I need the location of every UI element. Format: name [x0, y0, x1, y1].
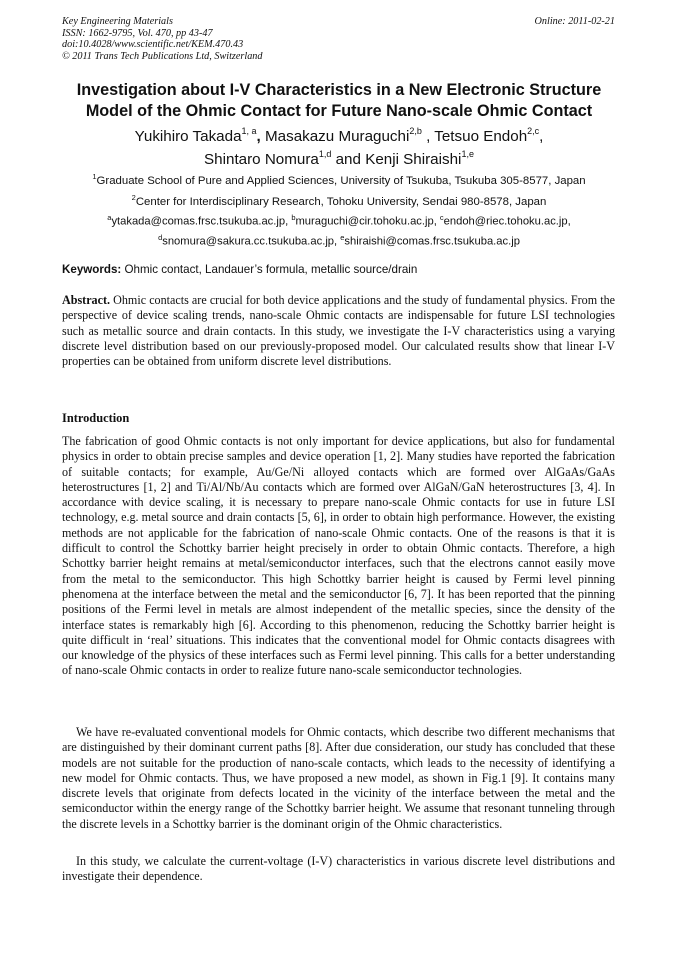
author-name: Masakazu Muraguchi	[265, 128, 410, 146]
email-line-2	[40, 230, 638, 250]
author-line-1: Yukihiro Takada$^{1, a}$, Masakazu Muraguchi$^{2,b}$ , Tetsuo Endoh$^{2,c}$,	[134, 126, 544, 146]
author-affil-sup: 1,d	[318, 149, 332, 160]
email-sup: c	[439, 213, 444, 222]
email-d[interactable]: snomura@sakura.cc.tsukuba.ac.jp,	[162, 235, 338, 248]
page-header	[62, 16, 615, 62]
email-line-1	[40, 210, 638, 230]
affil-sup: 1	[92, 172, 97, 181]
email-b[interactable]: muraguchi@cir.tohoku.ac.jp,	[295, 215, 437, 228]
email-list	[40, 210, 638, 249]
doi-line: doi:10.4028/www.scientific.net/KEM.470.43	[62, 39, 244, 51]
author-affil-sup: 1, a	[241, 126, 257, 136]
affiliation-2	[40, 190, 638, 210]
author-affil-sup: 2,c	[527, 126, 540, 136]
journal-name: Key Engineering Materials	[62, 16, 173, 27]
author-name: Kenji Shiraishi	[365, 151, 462, 169]
author-name: Tetsuo Endoh	[434, 128, 528, 146]
affil-sup: 2	[131, 193, 136, 202]
author-name: Yukihiro Takada	[134, 128, 242, 146]
email-sup: e	[340, 232, 345, 242]
abstract-label: Abstract.	[62, 293, 111, 307]
email-sup: a	[107, 213, 112, 222]
online-date: Online: 2011-02-21	[534, 16, 615, 27]
copyright-line: © 2011 Trans Tech Publications Ltd, Switzerland	[62, 50, 263, 62]
issn-line: ISSN: 1662-9795, Vol. 470, pp 43-47	[62, 27, 213, 39]
keywords-label: Keywords:	[62, 263, 122, 276]
abstract	[62, 293, 615, 369]
author-line-2	[40, 146, 638, 169]
paper-title	[40, 80, 638, 122]
author-affil-sup: 2,b	[409, 126, 422, 136]
email-c[interactable]: endoh@riec.tohoku.ac.jp,	[443, 215, 571, 228]
and-word: and	[335, 151, 361, 169]
author-affil-sup: 1,e	[461, 149, 474, 160]
intro-paragraph-3: In this study, we calculate the current-voltage (I-V) characteristics in various discrete level distributions and investigate their dependence.	[62, 854, 615, 884]
email-e[interactable]: shiraishi@comas.frsc.tsukuba.ac.jp	[344, 235, 520, 248]
author-list	[40, 123, 638, 169]
keywords-text: Ohmic contact, Landauer’s formula, metallic source/drain	[124, 263, 418, 276]
intro-paragraph-2: We have re-evaluated conventional models for Ohmic contacts, which describe two different mechanisms that are distinguished by their dominant current paths [8]. After due consideration, our study has concluded that these models are not suitable for the production of nano-scale contacts, which leads to the necessity of identifying a new model for Ohmic contacts. Thus, we have proposed a new model, as shown in Fig.1 [9]. It contains many discrete levels that originate from defects located in the vicinity of the interface between the metal and the semiconductor within the energy range of the Schottky barrier height. We assume that resonant tunneling through the discrete levels in a Schottky barrier is the dominant origin of the Ohmic characteristics.	[62, 725, 615, 831]
email-sup: b	[291, 213, 296, 222]
introduction-heading: Introduction	[62, 411, 130, 425]
intro-paragraph-1: The fabrication of good Ohmic contacts is not only important for device applications, but also for fundamental physics in order to obtain precise samples and device operation [1, 2]. Many studies have reported the fabrication of suitable contacts; for example, Au/Ge/Ni alloyed contacts which are formed over AlGaAs/GaAs heterostructures [1, 2] and Ti/Al/Nb/Au contacts which are formed over AlGaN/GaN heterostructures [3, 4]. In accordance with device scaling, it is necessary to prepare nano-scale Ohmic contacts for use in future LSI technology, e.g. metal source and drain contacts [5, 6], in order to obtain high performance. However, the existing methods are not applicable for the fabrication of nano-scale Ohmic contacts. One of the reasons is that it is difficult to control the Schottky barrier height precisely in order to obtain Ohmic contacts. Therefore, a high Schottky barrier height remains at metal/semiconductor interfaces, such that the electrons cannot easily move from the metal to the semiconductor. This high Schottky barrier height is caused by Fermi level pinning phenomena at the interface between the metal and the semiconductor [6, 7]. It has been reported that the pinning positions of the Fermi level in metals are almost independent of the metallic species, since the density of the interface states is remarkably high [6]. According to this phenomenon, reducing the Schottky barrier height is quite difficult in ‘real’ situations. This indicates that the conventional model for Ohmic contacts disagrees with our knowledge of the physics of these interfaces such as Fermi level pinning. This calls for a better understanding of nano-scale Ohmic contacts in order to realize future nano-scale semiconductor technologies.	[62, 434, 615, 678]
title-line-1: Investigation about I-V Characteristics in a New Electronic Structure	[76, 81, 602, 99]
author-name: Shintaro Nomura	[204, 151, 319, 169]
affil-text: Center for Interdisciplinary Research, Tohoku University, Sendai 980-8578, Japan	[135, 195, 547, 208]
keywords	[62, 263, 618, 276]
email-a[interactable]: ytakada@comas.frsc.tsukuba.ac.jp,	[111, 215, 289, 228]
affil-text: Graduate School of Pure and Applied Sciences, University of Tsukuba, Tsukuba 305-8577, Japan	[96, 174, 586, 187]
email-sup: d	[158, 232, 163, 242]
publication-info	[62, 16, 615, 62]
title-line-2: Model of the Ohmic Contact for Future Nano-scale Ohmic Contact	[85, 102, 593, 120]
affiliation-1	[40, 169, 638, 189]
abstract-text: Ohmic contacts are crucial for both device applications and the study of fundamental physics. From the perspective of device scaling trends, nano-scale Ohmic contacts are indispensable for future LSI technologies such as metallic source and drain contacts. In this study, we investigate the I-V characteristics using a varying discrete level distribution based on our previously-proposed model. Our calculated results show that linear I-V properties can be obtained from uniform discrete level distributions.	[62, 293, 615, 369]
